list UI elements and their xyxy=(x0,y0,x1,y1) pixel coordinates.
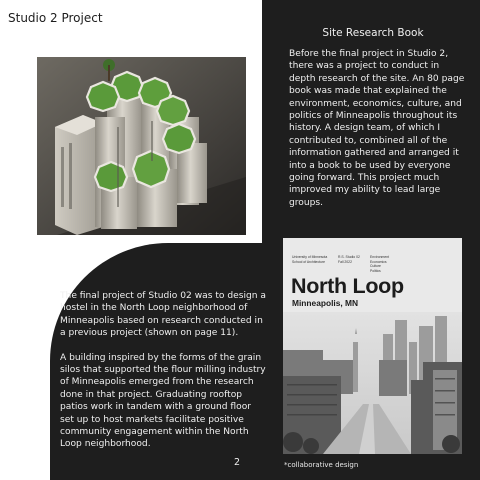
cover-meta-studio: R.S. Studio 02 Fall 2022 xyxy=(338,255,360,264)
cover-title: North Loop xyxy=(291,274,404,298)
north-loop-book-cover xyxy=(283,238,462,454)
project-paragraph-1: The final project of Studio 02 was to design a hostel in the North Loop neighborhood of Minneapolis based on research conducted in a previous project (shown on page 11). xyxy=(60,291,266,339)
collaborative-footnote: *collaborative design xyxy=(284,461,359,469)
site-research-description: Before the final project in Studio 2, there was a project to conduct in depth research of the site. An 80 page book was made that explained the environment, economics, culture, and politics of Minneapolis throughout its history. A design team, of which I contributed to, combined all of the information gathered and arranged it into a book to be used by everyone going forward. This project much improved my ability to lead large groups. xyxy=(289,49,465,208)
project-paragraph-2: A building inspired by the forms of the grain silos that supported the flour milling industry of Minneapolis emerged from the research done in that project. Graduating rooftop patios work in tandem with a ground floor set up to host markets facilitate positive community engagement within the North Loop neighborhood. xyxy=(60,352,266,450)
page-number: 2 xyxy=(234,457,241,468)
cover-meta-topics: Environment Economics Culture Politics xyxy=(370,255,390,273)
studio-project-description xyxy=(60,290,266,463)
cover-meta-school: University of Minnesota School of Architecture xyxy=(292,255,328,264)
site-research-heading: Site Research Book xyxy=(322,27,424,39)
silo-model-render xyxy=(37,57,246,235)
city-skyline-photo xyxy=(283,312,462,454)
cover-subtitle: Minneapolis, MN xyxy=(292,298,359,308)
silo-model-image xyxy=(37,57,246,235)
page-title: Studio 2 Project xyxy=(8,11,103,25)
